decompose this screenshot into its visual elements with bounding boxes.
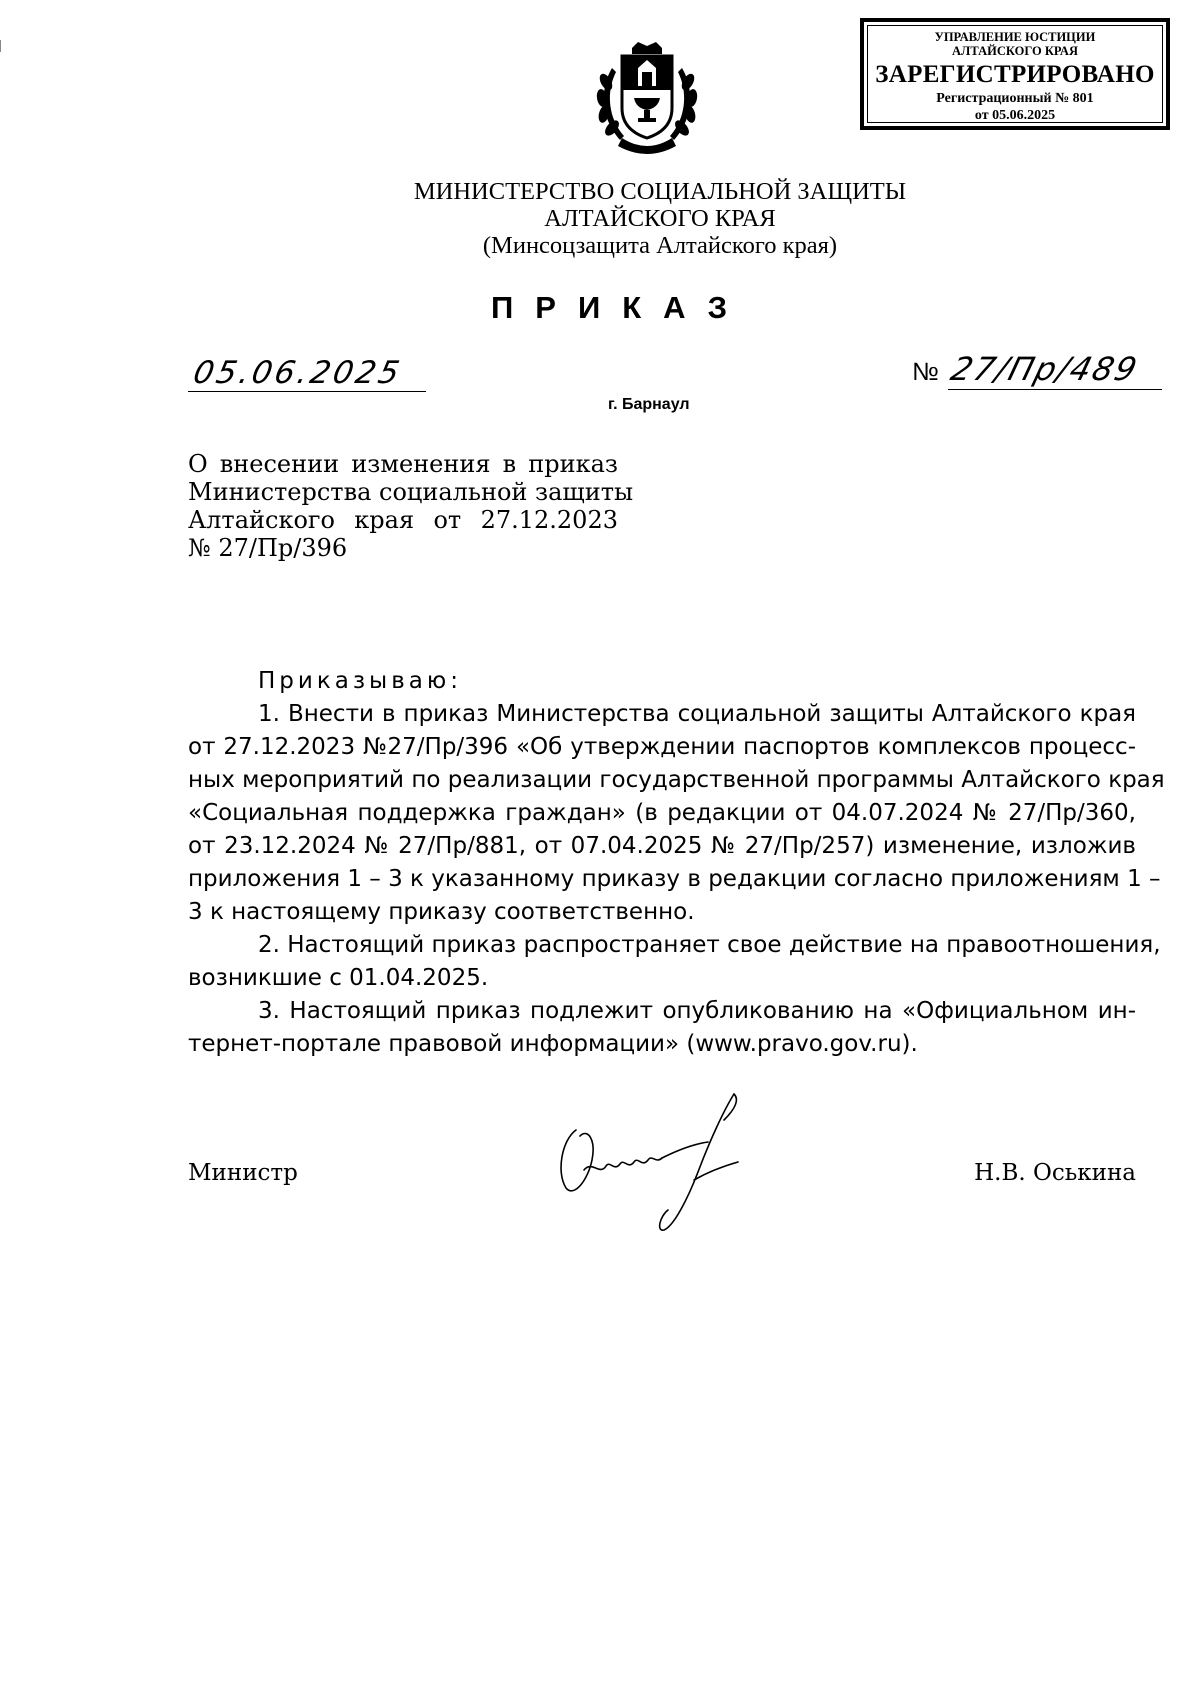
p1-line5: от 23.12.2024 № 27/Пр/881, от 07.04.2025 № 27/Пр/257) изменение, изложив bbox=[188, 833, 1136, 859]
stamp-org-line2: АЛТАЙСКОГО КРАЯ bbox=[952, 44, 1078, 58]
paragraph-1 bbox=[188, 698, 1165, 929]
subject-line4: № 27/Пр/396 bbox=[188, 534, 348, 562]
subject-line2: Министерства социальной защиты bbox=[188, 478, 634, 506]
signature-block bbox=[188, 1160, 1136, 1200]
p1-line7: 3 к настоящему приказу соответственно. bbox=[188, 899, 695, 925]
signatory-name: Н.В. Оськина bbox=[974, 1160, 1136, 1186]
document-type-title: ПРИКАЗ bbox=[491, 290, 749, 325]
p3-line1: 3. Настоящий приказ подлежит опубликованию на «Официальном ин- bbox=[258, 998, 1136, 1024]
paragraph-2 bbox=[188, 929, 1161, 995]
document-body bbox=[188, 665, 1165, 1061]
ministry-name bbox=[300, 178, 1020, 259]
order-word: Приказываю: bbox=[258, 668, 462, 694]
p1-line3: ных мероприятий по реализации государственной программы Алтайского края bbox=[188, 767, 1165, 793]
stamp-reg-date: от 05.06.2025 bbox=[974, 108, 1056, 123]
document-number-field bbox=[912, 350, 1162, 391]
registration-stamp bbox=[860, 18, 1170, 130]
p1-line2: от 27.12.2023 №27/Пр/396 «Об утверждении паспортов комплексов процесс- bbox=[188, 734, 1136, 760]
handwritten-date: 05.06.2025 bbox=[190, 355, 406, 391]
subject-line1: О внесении изменения в приказ bbox=[188, 450, 618, 478]
p1-line6: приложения 1 – 3 к указанному приказу в редакции согласно приложениям 1 – bbox=[188, 866, 1161, 892]
ministry-line2: АЛТАЙСКОГО КРАЯ bbox=[544, 205, 776, 232]
stamp-reg-number: Регистрационный № 801 bbox=[936, 91, 1094, 106]
p2-line1: 2. Настоящий приказ распространяет свое действие на правоотношения, bbox=[258, 932, 1161, 958]
p2-line2: возникшие с 01.04.2025. bbox=[188, 965, 489, 991]
registration-stamp-inner bbox=[867, 25, 1163, 123]
ministry-line1: МИНИСТЕРСТВО СОЦИАЛЬНОЙ ЗАЩИТЫ bbox=[413, 178, 907, 205]
number-underline bbox=[948, 389, 1162, 390]
p1-line1: 1. Внести в приказ Министерства социальной защиты Алтайского края bbox=[258, 701, 1136, 727]
paragraph-3 bbox=[188, 995, 1136, 1061]
handwritten-number: 27/Пр/489 bbox=[946, 350, 1143, 388]
ministry-short-name: (Минсоцзащита Алтайского края) bbox=[482, 232, 838, 259]
p1-line4: «Социальная поддержка граждан» (в редакции от 04.07.2024 № 27/Пр/360, bbox=[188, 800, 1136, 826]
number-sign: № bbox=[912, 358, 939, 386]
subject-line3: Алтайского края от 27.12.2023 bbox=[188, 506, 618, 534]
signatory-title: Министр bbox=[188, 1160, 298, 1186]
date-field bbox=[188, 355, 426, 392]
altai-krai-coat-of-arms-icon bbox=[592, 38, 702, 158]
stamp-org bbox=[868, 26, 1162, 58]
stamp-org-line1: УПРАВЛЕНИЕ ЮСТИЦИИ bbox=[934, 30, 1096, 44]
document-subject bbox=[188, 450, 634, 562]
scan-mark bbox=[0, 40, 1, 52]
p3-line2: тернет-портале правовой информации» (www.pravo.gov.ru). bbox=[188, 1031, 918, 1057]
city: г. Барнаул bbox=[608, 396, 690, 413]
stamp-status: ЗАРЕГИСТРИРОВАНО bbox=[875, 61, 1155, 88]
